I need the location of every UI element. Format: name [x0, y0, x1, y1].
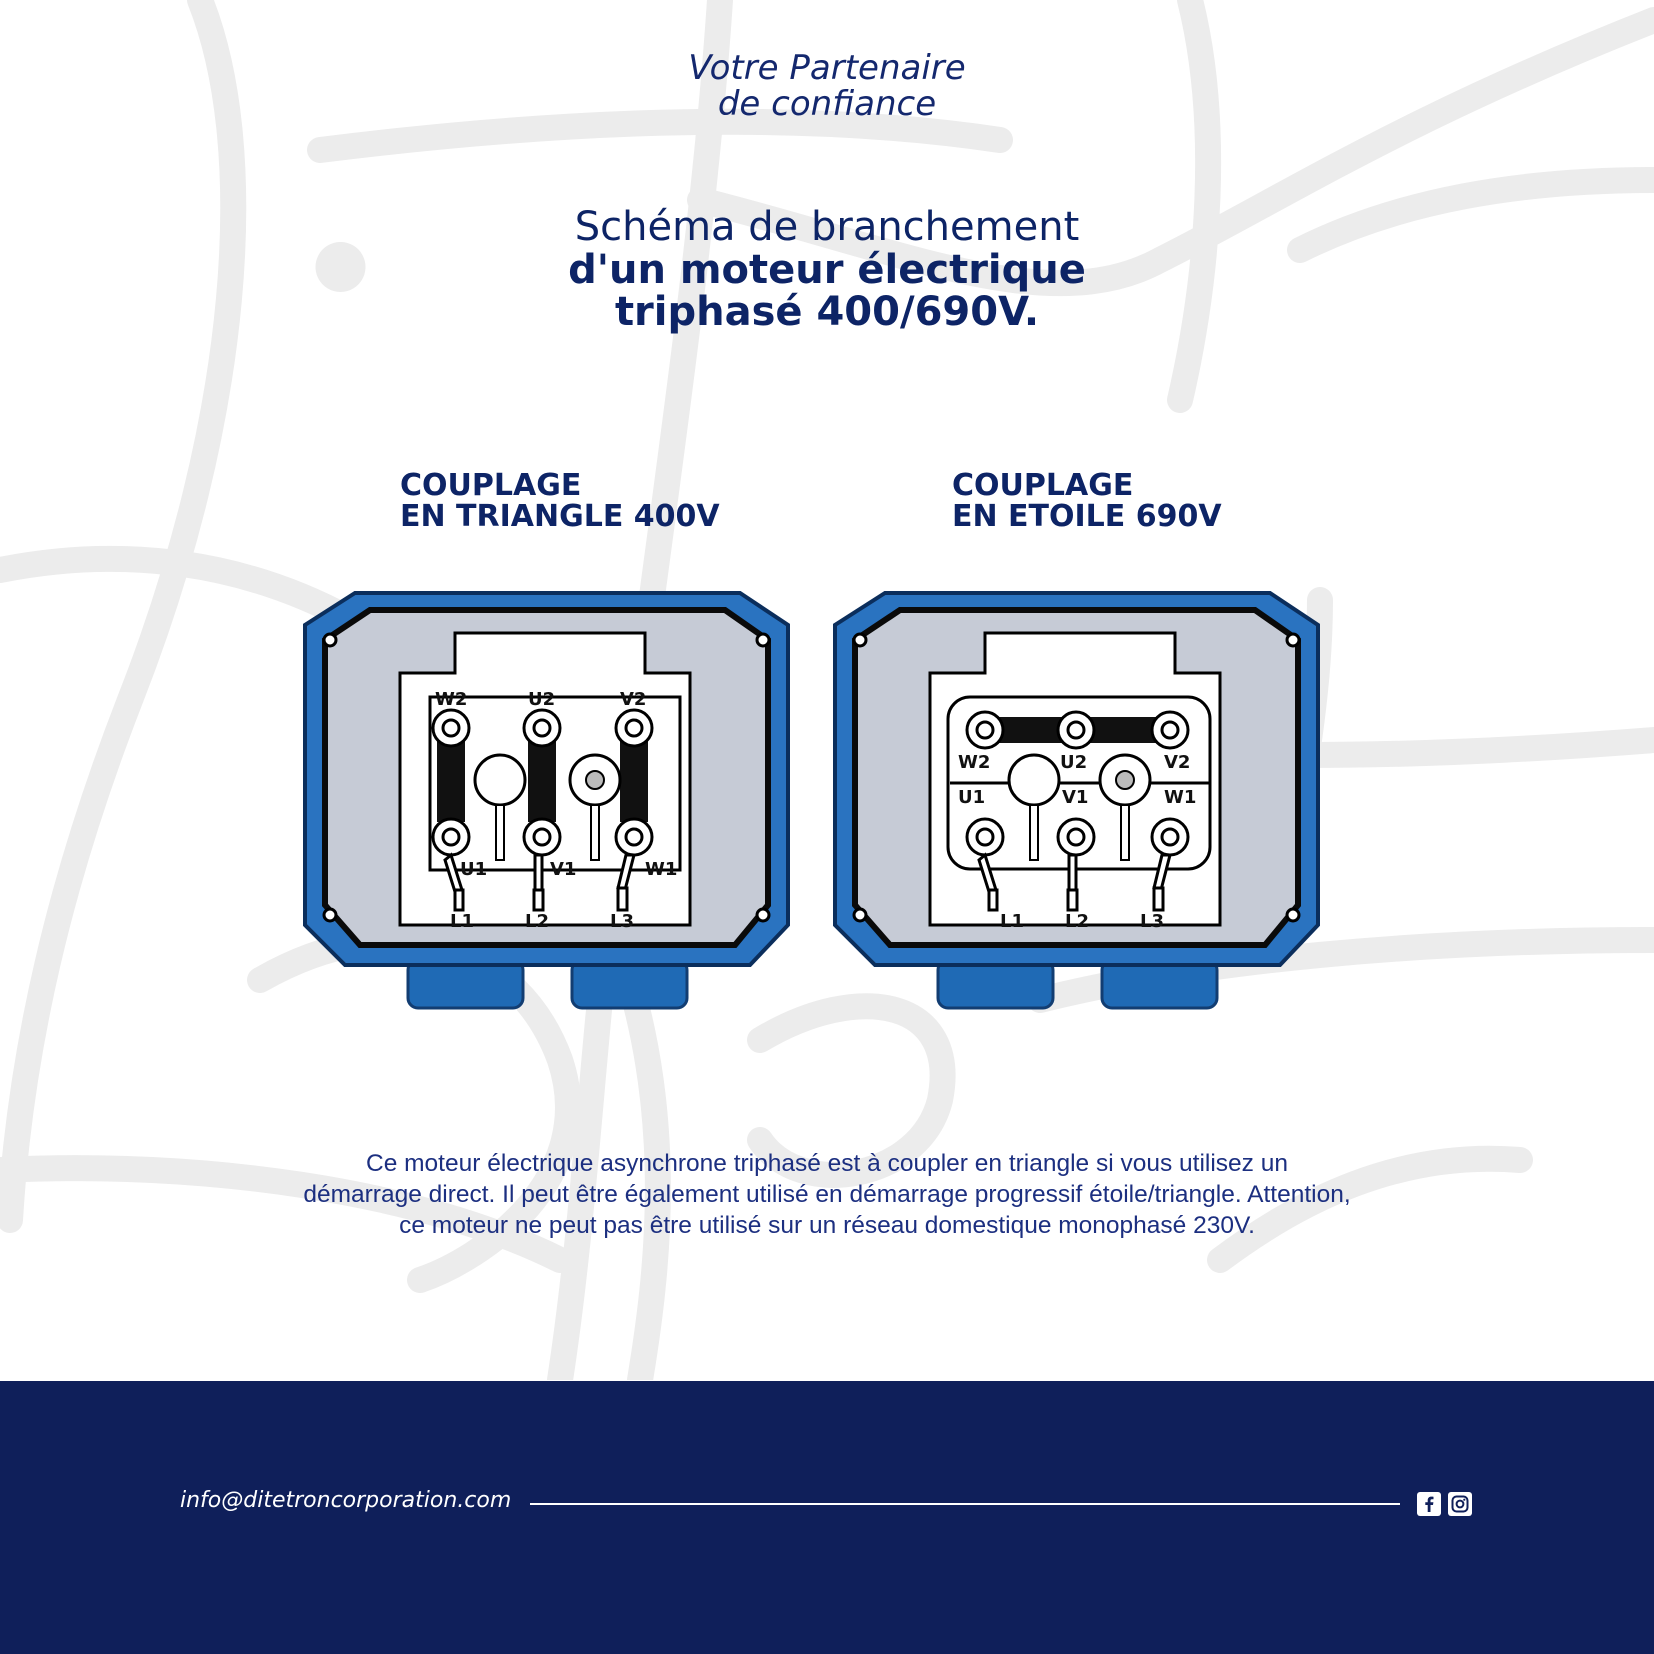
title-line-1: Schéma de branchement — [574, 204, 1080, 250]
terminal-label-v2: V2 — [620, 689, 647, 710]
tagline-line-1: Votre Partenaire — [688, 48, 966, 88]
footer-divider-line — [530, 1503, 1400, 1505]
terminal-label-v1: V1 — [1062, 787, 1089, 808]
screw-icon — [854, 909, 866, 921]
star-label-line-2: EN ETOILE 690V — [952, 499, 1222, 534]
terminal-label-w1: W1 — [645, 859, 678, 880]
line-label-l2: L2 — [1065, 911, 1089, 932]
triangle-terminal-box-diagram — [300, 585, 795, 1010]
tagline-line-2: de confiance — [717, 84, 937, 124]
screw-icon — [1287, 909, 1299, 921]
line-label-l3: L3 — [610, 911, 634, 932]
description-line-3: ce moteur ne peut pas être utilisé sur un réseau domestique monophasé 230V. — [399, 1212, 1255, 1239]
screw-icon — [757, 909, 769, 921]
screw-icon — [757, 634, 769, 646]
title-line-2: d'un moteur électrique — [568, 247, 1086, 293]
terminal-label-v1: V1 — [550, 859, 577, 880]
triangle-label-line-1: COUPLAGE — [400, 468, 582, 503]
terminal-label-u2: U2 — [528, 689, 556, 710]
terminal-label-u2: U2 — [1060, 752, 1088, 773]
page-title — [0, 205, 1654, 333]
screw-icon — [324, 909, 336, 921]
star-coupling-label — [952, 470, 1222, 532]
terminal-label-w2: W2 — [958, 752, 991, 773]
star-terminal-box-diagram — [830, 585, 1325, 1010]
terminal-label-w2: W2 — [435, 689, 468, 710]
footer-email-link[interactable]: info@ditetroncorporation.com — [180, 1488, 512, 1513]
terminal-label-w1: W1 — [1164, 787, 1197, 808]
terminal-label-u1: U1 — [958, 787, 986, 808]
cable-gland-right — [1102, 960, 1217, 1008]
screw-icon — [324, 634, 336, 646]
description-line-1: Ce moteur électrique asynchrone triphasé est à coupler en triangle si vous utilisez un — [366, 1150, 1288, 1177]
line-label-l1: L1 — [450, 911, 474, 932]
cable-gland-right — [572, 960, 687, 1008]
description-text — [200, 1148, 1454, 1241]
line-label-l1: L1 — [1000, 911, 1024, 932]
triangle-coupling-label — [400, 470, 720, 532]
facebook-icon[interactable] — [1417, 1492, 1441, 1516]
terminal-label-u1: U1 — [460, 859, 488, 880]
star-label-line-1: COUPLAGE — [952, 468, 1134, 503]
instagram-icon[interactable] — [1448, 1492, 1472, 1516]
triangle-label-line-2: EN TRIANGLE 400V — [400, 499, 720, 534]
cable-gland-left — [408, 960, 523, 1008]
screw-icon — [854, 634, 866, 646]
terminal-label-v2: V2 — [1164, 752, 1191, 773]
line-label-l3: L3 — [1140, 911, 1164, 932]
line-label-l2: L2 — [525, 911, 549, 932]
screw-icon — [1287, 634, 1299, 646]
tagline — [0, 50, 1654, 122]
title-line-3: triphasé 400/690V. — [614, 289, 1040, 335]
cable-gland-left — [938, 960, 1053, 1008]
footer-bar — [0, 1381, 1654, 1654]
description-line-2: démarrage direct. Il peut être également utilisé en démarrage progressif étoile/triangle. Attention, — [303, 1181, 1351, 1208]
